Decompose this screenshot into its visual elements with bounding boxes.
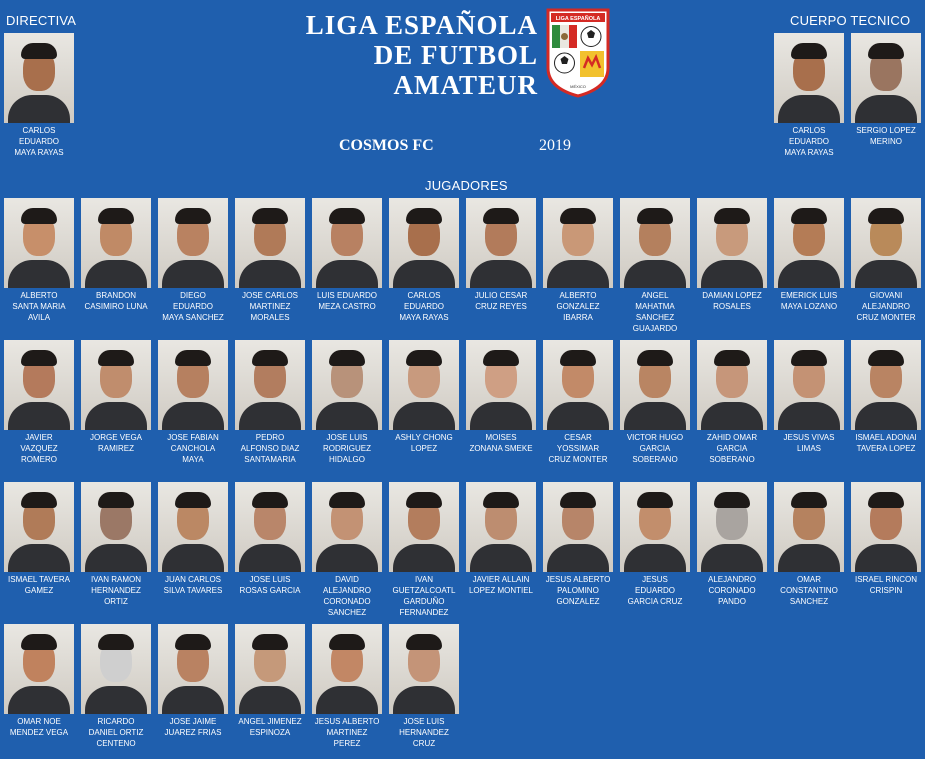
cuerpo_tecnico-photo (851, 33, 921, 123)
photo-hair (714, 492, 750, 508)
players-name: ALEJANDRO CORONADO PANDO (707, 575, 756, 606)
photo-torso (239, 544, 301, 572)
photo-hair (21, 634, 57, 650)
photo-hair (791, 208, 827, 224)
photo-torso (778, 402, 840, 430)
players-photo (697, 340, 767, 430)
photo-hair (329, 208, 365, 224)
players-photo (4, 340, 74, 430)
photo-torso (162, 402, 224, 430)
photo-hair (791, 492, 827, 508)
photo-hair (21, 43, 57, 59)
photo-hair (560, 492, 596, 508)
players-photo (4, 482, 74, 572)
players-name: ZAHID OMAR GARCIA SOBERANO (706, 433, 758, 464)
players-name: ALBERTO GONZALEZ IBARRA (556, 291, 600, 322)
players-photo (158, 624, 228, 714)
directiva-photo (4, 33, 74, 123)
players-name: JOSE JAIME JUAREZ FRIAS (164, 717, 222, 737)
players-name: JOSE FABIAN CANCHOLA MAYA (167, 433, 219, 464)
photo-hair (637, 208, 673, 224)
photo-hair (21, 492, 57, 508)
players-name: CESAR YOSSIMAR CRUZ MONTER (548, 433, 608, 464)
players-name: ANGEL JIMENEZ ESPINOZA (238, 717, 302, 737)
photo-torso (8, 686, 70, 714)
league-title-line-3: AMATEUR (393, 70, 538, 100)
players-photo (851, 198, 921, 288)
photo-hair (791, 350, 827, 366)
photo-hair (483, 492, 519, 508)
photo-hair (98, 350, 134, 366)
players-photo (466, 198, 536, 288)
players-photo (389, 198, 459, 288)
photo-torso (701, 260, 763, 288)
photo-torso (8, 402, 70, 430)
photo-torso (85, 686, 147, 714)
players-photo (158, 340, 228, 430)
players-name: JOSE CARLOS MARTINEZ MORALES (241, 291, 298, 322)
photo-hair (868, 43, 904, 59)
photo-torso (778, 260, 840, 288)
players-photo (774, 198, 844, 288)
photo-torso (624, 402, 686, 430)
photo-torso (470, 544, 532, 572)
photo-hair (483, 350, 519, 366)
league-crest-logo (546, 8, 610, 98)
photo-hair (98, 634, 134, 650)
photo-hair (329, 634, 365, 650)
photo-torso (8, 544, 70, 572)
season-year: 2019 (539, 137, 571, 154)
crest-text: LIGA ESPAÑOLA (555, 16, 601, 22)
photo-hair (98, 492, 134, 508)
players-name: RICARDO DANIEL ORTIZ CENTENO (88, 717, 144, 748)
photo-hair (637, 492, 673, 508)
players-name: CARLOS EDUARDO MAYA RAYAS (399, 291, 449, 322)
players-name: ISMAEL TAVERA GAMEZ (8, 575, 70, 595)
photo-hair (868, 350, 904, 366)
players-name: DAVID ALEJANDRO CORONADO SANCHEZ (322, 575, 371, 617)
photo-torso (624, 544, 686, 572)
players-photo (697, 198, 767, 288)
players-photo (543, 198, 613, 288)
photo-torso (393, 544, 455, 572)
players-photo (312, 198, 382, 288)
crest-subtext: MÉXICO (570, 84, 586, 89)
photo-torso (85, 260, 147, 288)
players-name: JESUS EDUARDO GARCIA CRUZ (627, 575, 683, 606)
players-name: EMERICK LUIS MAYA LOZANO (780, 291, 838, 311)
players-name: DIEGO EDUARDO MAYA SANCHEZ (162, 291, 224, 322)
photo-hair (175, 208, 211, 224)
photo-torso (393, 260, 455, 288)
players-photo (851, 482, 921, 572)
players-photo (4, 624, 74, 714)
photo-hair (560, 208, 596, 224)
photo-torso (547, 402, 609, 430)
photo-torso (547, 260, 609, 288)
directiva-name: CARLOS EDUARDO MAYA RAYAS (14, 126, 64, 157)
players-name: JAVIER ALLAIN LOPEZ MONTIEL (468, 575, 533, 595)
players-photo (620, 340, 690, 430)
players-name: MOISES ZONANA SMEKE (469, 433, 533, 453)
players-photo (389, 482, 459, 572)
players-name: JUAN CARLOS SILVA TAVARES (163, 575, 223, 595)
players-name: JOSE LUIS RODRIGUEZ HIDALGO (323, 433, 371, 464)
photo-torso (239, 686, 301, 714)
players-photo (312, 340, 382, 430)
players-photo (389, 340, 459, 430)
players-photo (543, 340, 613, 430)
players-name: JAVIER VAZQUEZ ROMERO (20, 433, 58, 464)
jugadores-heading: JUGADORES (425, 178, 508, 193)
photo-hair (21, 350, 57, 366)
photo-torso (855, 544, 917, 572)
players-photo (466, 340, 536, 430)
players-photo (389, 624, 459, 714)
players-name: DAMIAN LOPEZ ROSALES (702, 291, 762, 311)
photo-hair (252, 634, 288, 650)
cuerpo-tecnico-heading: CUERPO TECNICO (790, 13, 911, 28)
photo-hair (714, 208, 750, 224)
players-photo (81, 198, 151, 288)
photo-torso (624, 260, 686, 288)
photo-hair (637, 350, 673, 366)
photo-torso (778, 95, 840, 123)
players-name: JOSE LUIS ROSAS GARCIA (239, 575, 301, 595)
photo-torso (393, 402, 455, 430)
players-name: OMAR NOE MENDEZ VEGA (9, 717, 69, 737)
photo-torso (8, 95, 70, 123)
players-name: LUIS EDUARDO MEZA CASTRO (316, 291, 377, 311)
photo-hair (714, 350, 750, 366)
players-photo (235, 624, 305, 714)
photo-torso (85, 544, 147, 572)
players-name: ASHLY CHONG LOPEZ (395, 433, 453, 453)
photo-hair (252, 492, 288, 508)
photo-torso (470, 260, 532, 288)
photo-torso (701, 402, 763, 430)
photo-hair (175, 492, 211, 508)
players-name: IVAN GUETZALCOATL GARDUÑO FERNANDEZ (392, 575, 456, 617)
players-photo (312, 624, 382, 714)
players-name: JESUS VIVAS LIMAS (783, 433, 835, 453)
players-name: IVAN RAMON HERNANDEZ ORTIZ (90, 575, 142, 606)
photo-torso (8, 260, 70, 288)
players-photo (774, 482, 844, 572)
players-photo (81, 482, 151, 572)
league-title-line-2: DE FUTBOL (373, 40, 538, 70)
players-photo (620, 482, 690, 572)
players-photo (81, 624, 151, 714)
photo-hair (406, 208, 442, 224)
players-photo (235, 482, 305, 572)
players-name: BRANDON CASIMIRO LUNA (84, 291, 148, 311)
photo-hair (560, 350, 596, 366)
photo-torso (855, 95, 917, 123)
photo-hair (483, 208, 519, 224)
league-title-line-1: LIGA ESPAÑOLA (305, 10, 538, 40)
photo-hair (406, 350, 442, 366)
photo-torso (470, 402, 532, 430)
players-name: JULIO CESAR CRUZ REYES (474, 291, 528, 311)
photo-torso (239, 260, 301, 288)
team-name: COSMOS FC (339, 137, 434, 154)
photo-hair (252, 350, 288, 366)
photo-torso (316, 544, 378, 572)
players-photo (774, 340, 844, 430)
players-photo (466, 482, 536, 572)
players-name: JESUS ALBERTO MARTINEZ PEREZ (314, 717, 380, 748)
photo-torso (855, 402, 917, 430)
players-photo (235, 198, 305, 288)
photo-hair (252, 208, 288, 224)
players-photo (543, 482, 613, 572)
players-name: ALBERTO SANTA MARIA AVILA (12, 291, 66, 322)
photo-torso (778, 544, 840, 572)
players-name: OMAR CONSTANTINO SANCHEZ (780, 575, 838, 606)
players-photo (158, 198, 228, 288)
players-name: GIOVANI ALEJANDRO CRUZ MONTER (856, 291, 916, 322)
photo-hair (791, 43, 827, 59)
photo-hair (175, 350, 211, 366)
players-photo (4, 198, 74, 288)
players-photo (312, 482, 382, 572)
players-name: JORGE VEGA RAMIREZ (89, 433, 142, 453)
photo-torso (316, 686, 378, 714)
photo-torso (393, 686, 455, 714)
photo-hair (329, 350, 365, 366)
photo-torso (547, 544, 609, 572)
photo-hair (868, 208, 904, 224)
photo-torso (162, 260, 224, 288)
players-photo (697, 482, 767, 572)
photo-hair (21, 208, 57, 224)
players-name: JESUS ALBERTO PALOMINO GONZALEZ (545, 575, 611, 606)
photo-hair (406, 492, 442, 508)
players-photo (158, 482, 228, 572)
photo-hair (98, 208, 134, 224)
players-name: PEDRO ALFONSO DIAZ SANTAMARIA (240, 433, 300, 464)
photo-torso (701, 544, 763, 572)
photo-hair (329, 492, 365, 508)
photo-torso (162, 686, 224, 714)
players-photo (81, 340, 151, 430)
directiva-heading: DIRECTIVA (6, 13, 77, 28)
players-name: JOSE LUIS HERNANDEZ CRUZ (399, 717, 449, 748)
cuerpo_tecnico-photo (774, 33, 844, 123)
players-name: VICTOR HUGO GARCIA SOBERANO (626, 433, 684, 464)
photo-torso (85, 402, 147, 430)
photo-hair (175, 634, 211, 650)
players-name: ANGEL MAHATMA SANCHEZ GUAJARDO (632, 291, 678, 333)
photo-hair (406, 634, 442, 650)
players-name: ISRAEL RINCON CRISPIN (855, 575, 917, 595)
photo-torso (239, 402, 301, 430)
players-photo (235, 340, 305, 430)
players-name: ISMAEL ADONAI TAVERA LOPEZ (855, 433, 917, 453)
cuerpo_tecnico-name: CARLOS EDUARDO MAYA RAYAS (784, 126, 834, 157)
photo-torso (162, 544, 224, 572)
cuerpo_tecnico-name: SERGIO LOPEZ MERINO (856, 126, 916, 146)
photo-torso (316, 260, 378, 288)
league-title (278, 10, 538, 100)
photo-hair (868, 492, 904, 508)
players-photo (851, 340, 921, 430)
photo-torso (855, 260, 917, 288)
players-photo (620, 198, 690, 288)
photo-torso (316, 402, 378, 430)
